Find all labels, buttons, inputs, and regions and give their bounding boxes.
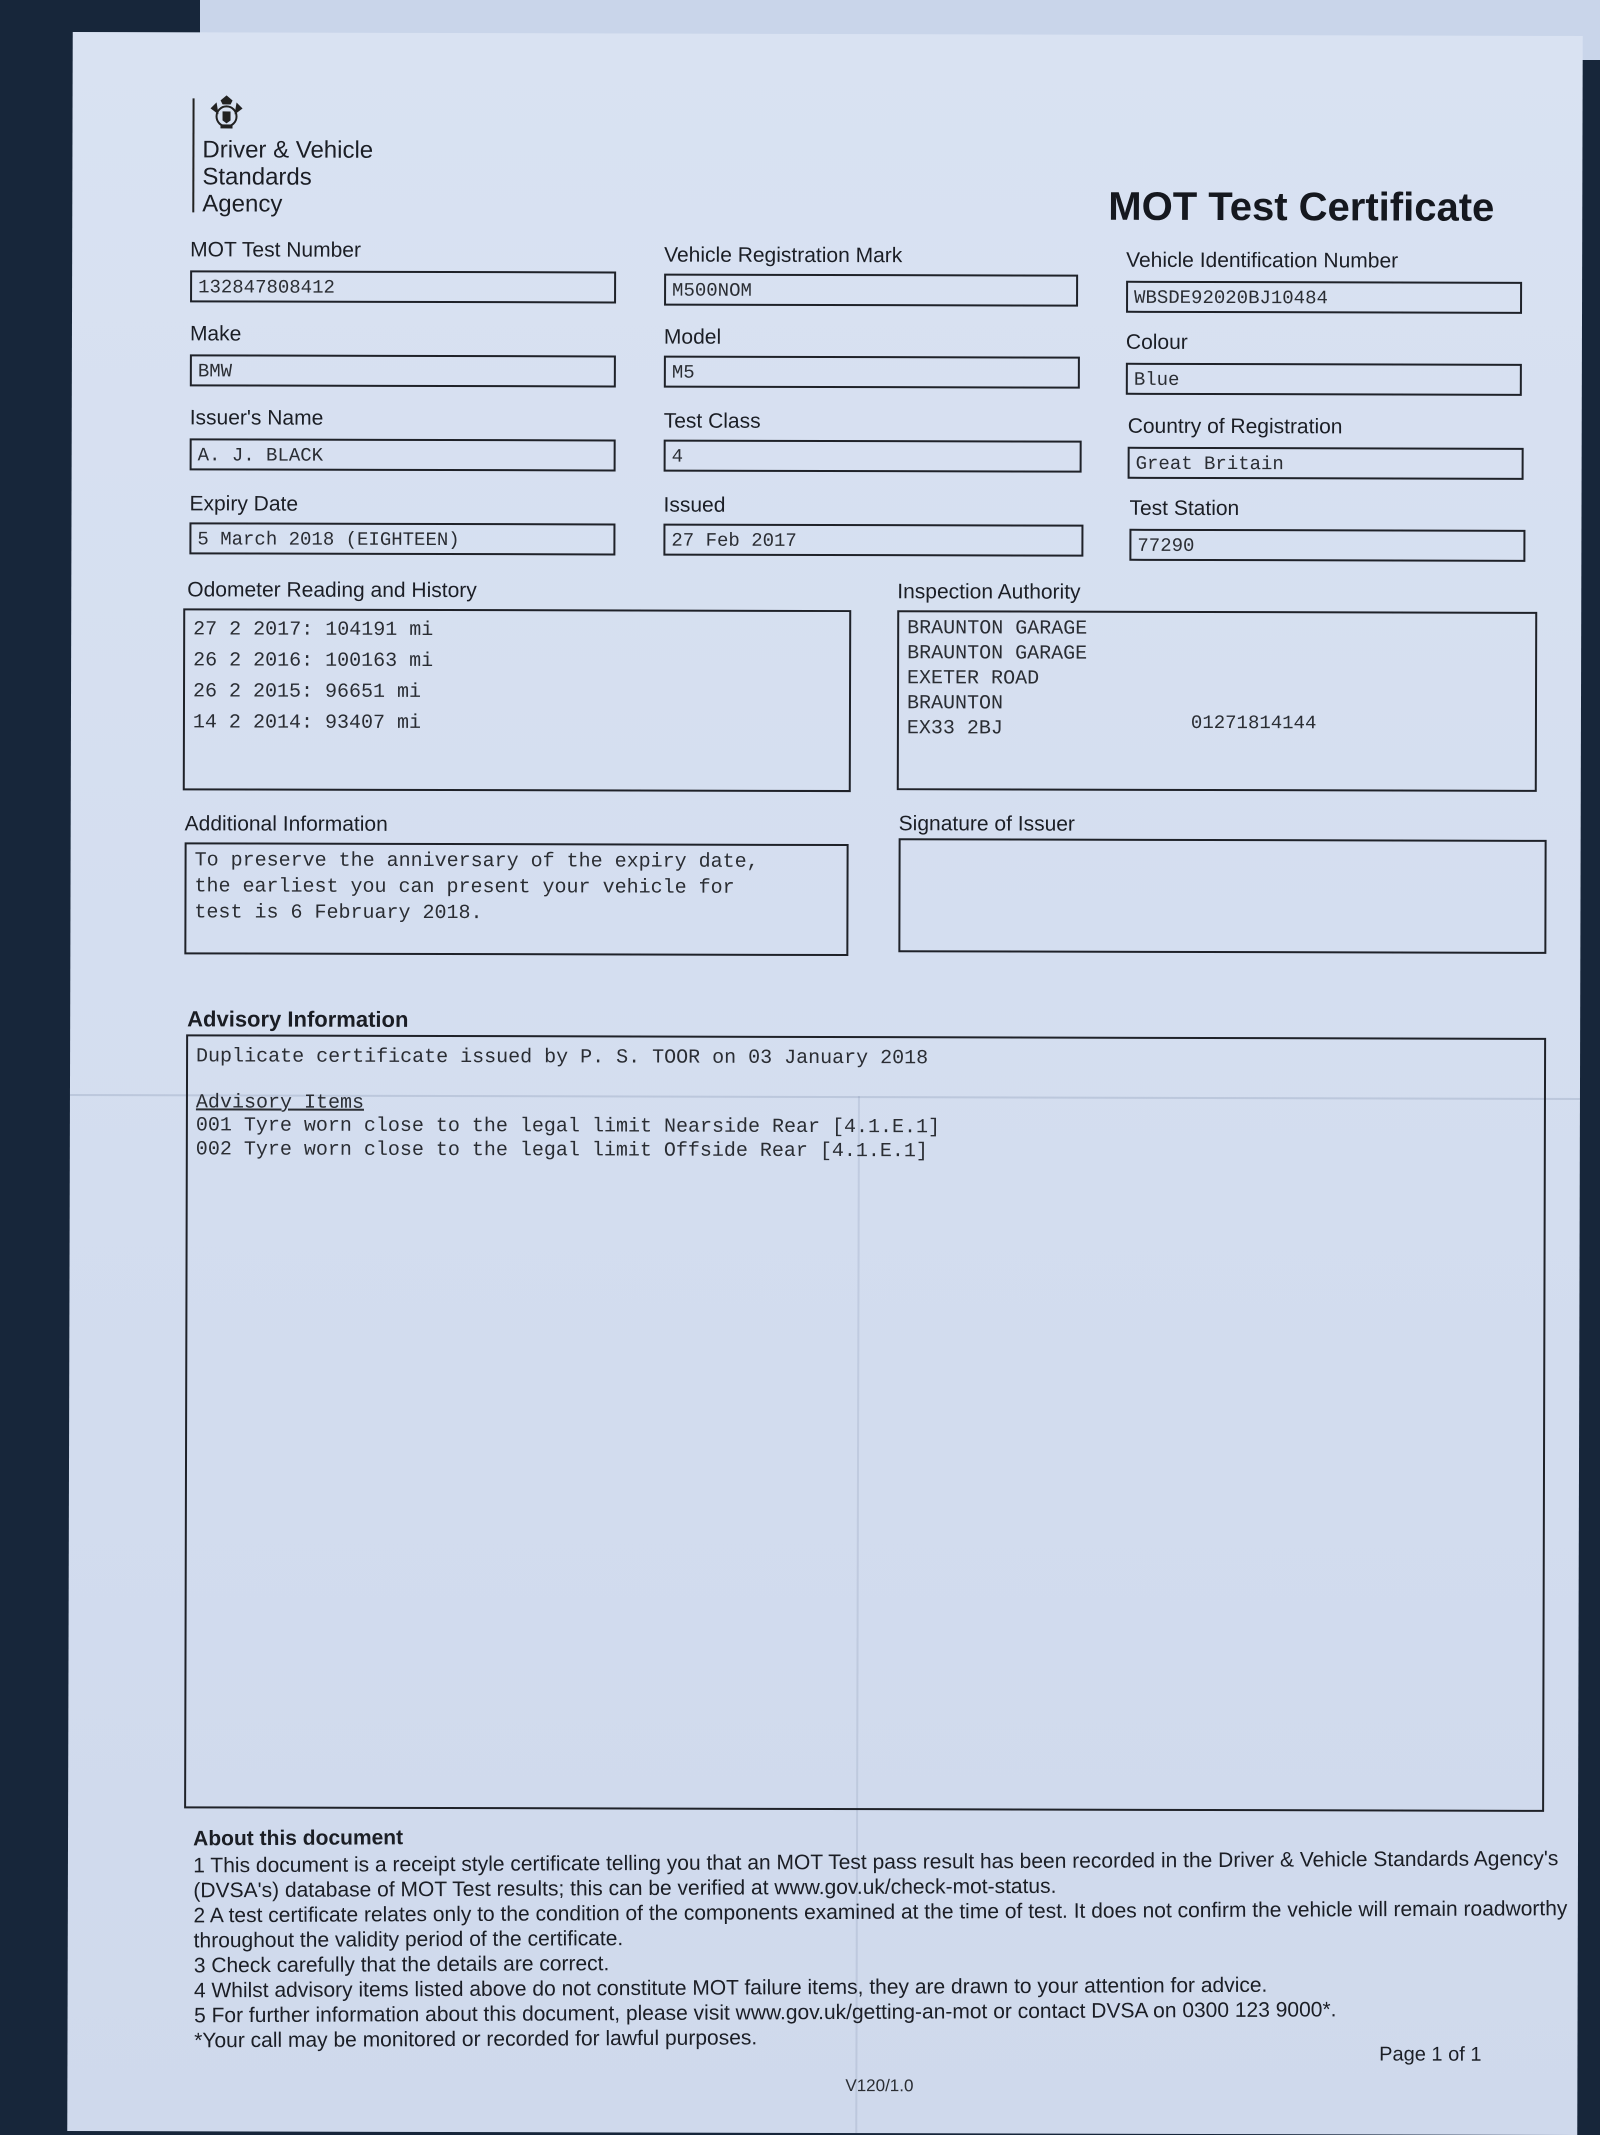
address-line: EX33 2BJ [906,717,1003,741]
colour-value: Blue [1126,363,1522,396]
model-label: Model [663,325,722,349]
odometer-entry: 27 2 2017: 104191 mi [193,618,434,642]
agency-line: Standards [202,163,312,191]
registration-value: M500NOM [664,274,1078,307]
odometer-label: Odometer Reading and History [187,578,477,603]
advisory-item: 001 Tyre worn close to the legal limit Nearside Rear [4.1.E.1] [195,1114,941,1140]
odometer-entry: 26 2 2015: 96651 mi [192,680,422,704]
additional-info-label: Additional Information [184,812,388,836]
signature-label: Signature of Issuer [898,812,1075,836]
phone-number: 01271814144 [1190,711,1317,735]
issued-value: 27 Feb 2017 [663,524,1083,557]
make-value: BMW [190,354,616,387]
test-class-label: Test Class [663,409,761,433]
colour-label: Colour [1125,330,1188,354]
expiry-date-value: 5 March 2018 (EIGHTEEN) [189,522,615,555]
agency-divider [192,98,194,212]
additional-info-line: test is 6 February 2018. [194,901,483,926]
about-note: 5 For further information about this document, please visit www.gov.uk/getting-an-mot or contact DVSA on 0300 123 9000*. [193,1998,1337,2028]
agency-line: Agency [202,190,283,218]
address-line: EXETER ROAD [907,667,1040,691]
vin-value: WBSDE92020BJ10484 [1126,281,1522,314]
expiry-date-label: Expiry Date [189,492,299,516]
test-class-value: 4 [664,440,1082,473]
country-value: Great Britain [1128,447,1524,480]
country-label: Country of Registration [1127,414,1343,439]
inspection-authority [897,610,1537,792]
additional-info [184,842,848,956]
agency-line: Driver & Vehicle [202,136,374,164]
advisory-items-heading: Advisory Items [195,1091,365,1115]
about-heading: About this document [193,1826,404,1851]
signature-box [898,838,1546,954]
make-label: Make [189,322,242,346]
mot-test-number-value: 132847808412 [190,270,616,303]
mot-test-number-label: MOT Test Number [190,238,361,262]
model-value: M5 [664,356,1080,389]
odometer-history [183,608,851,792]
odometer-entry: 26 2 2016: 100163 mi [193,649,434,673]
agency-name [202,136,442,218]
additional-info-line: To preserve the anniversary of the expiry date, [194,849,759,874]
issuer-name-value: A. J. BLACK [190,438,616,471]
advisory-information [184,1034,1546,1812]
page-number: Page 1 of 1 [1379,2043,1482,2066]
address-line: BRAUNTON [906,692,1004,716]
inspection-authority-label: Inspection Authority [897,580,1081,604]
vin-label: Vehicle Identification Number [1126,248,1399,273]
advisory-item: 002 Tyre worn close to the legal limit Offside Rear [4.1.E.1] [195,1138,928,1164]
about-document [193,1819,1600,2053]
document-title: MOT Test Certificate [1108,184,1495,230]
about-note: 4 Whilst advisory items listed above do not constitute MOT failure items, they are drawn to your attention for advice. [193,1973,1268,2003]
advisory-title: Advisory Information [187,1006,409,1032]
mot-certificate [67,32,1582,2135]
about-note: 2 A test certificate relates only to the condition of the components examined at the time of test. It does not confirm the vehicle will remain roadworthy throughout the validity period of the certificate. [193,1897,1568,1953]
issuer-name-label: Issuer's Name [189,406,324,430]
address-line: BRAUNTON GARAGE [907,617,1088,641]
odometer-entry: 14 2 2014: 93407 mi [192,711,422,735]
royal-crest-icon [202,94,250,132]
form-version: V120/1.0 [845,2076,914,2096]
registration-label: Vehicle Registration Mark [664,243,903,268]
about-note: 3 Check carefully that the details are correct. [193,1952,610,1978]
address-line: BRAUNTON GARAGE [907,642,1088,666]
issued-label: Issued [663,493,726,517]
test-station-value: 77290 [1129,529,1525,562]
about-note: 1 This document is a receipt style certificate telling you that an MOT Test pass result has been recorded in the Driver & Vehicle Standards Agency's (DVSA's) database of MOT Test results; this can be verified at www.gov.uk/check-mot-status. [193,1847,1559,1903]
additional-info-line: the earliest you can present your vehicle for [194,875,735,900]
about-note: *Your call may be monitored or recorded for lawful purposes. [194,2026,758,2053]
test-station-label: Test Station [1129,496,1240,521]
duplicate-note: Duplicate certificate issued by P. S. TOOR on 03 January 2018 [196,1045,929,1071]
